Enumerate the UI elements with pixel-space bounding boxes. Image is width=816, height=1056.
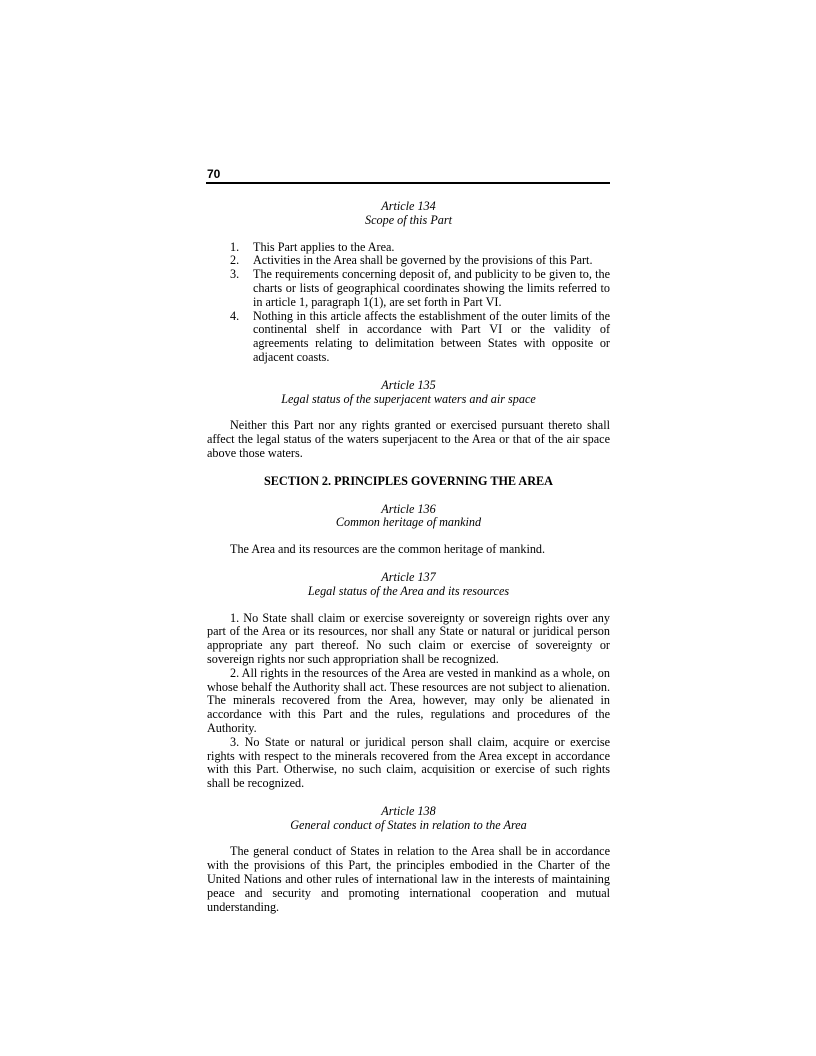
article-number: Article 137 — [381, 569, 436, 584]
article-number: Article 138 — [381, 803, 436, 818]
item-text: This Part applies to the Area. — [253, 239, 395, 254]
item-text: Nothing in this article affects the establishment of the outer limits of the continental shelf in accordance with Part VI or the validity of agreements relating to delimitation between States with opposite or adjacent coasts. — [253, 308, 610, 364]
item-number: 1. — [230, 239, 240, 254]
page-number: 70 — [207, 167, 221, 181]
article-137-paragraph-3: 3. No State or natural or juridical person shall claim, acquire or exercise rights with respect to the minerals recovered from the Area except in accordance with this Part. Otherwise, no such claim, acquisition or exercise of such rights shall be recognized. — [207, 734, 610, 791]
article-number: Article 135 — [381, 377, 436, 392]
article-137-paragraph-1: 1. No State shall claim or exercise sovereignty or sovereign rights over any part of the Area or its resources, nor shall any State or natural or juridical person appropriate any part thereof. No such claim or exercise of sovereignty or sovereign rights nor such appropriation shall be recognized. — [207, 610, 610, 666]
article-number: Article 136 — [381, 501, 436, 516]
list-item — [207, 254, 610, 268]
article-title: General conduct of States in relation to the Area — [290, 817, 527, 832]
article-136-text: The Area and its resources are the common heritage of mankind. — [230, 542, 546, 557]
article-135-text: Neither this Part nor any rights granted or exercised pursuant thereto shall affect the legal status of the waters superjacent to the Area or that of the air space above those waters. — [207, 418, 610, 460]
list-item — [207, 310, 610, 365]
item-number: 3. — [230, 267, 240, 282]
article-134-heading — [207, 200, 610, 228]
article-134-list — [207, 241, 610, 365]
item-number: 2. — [230, 253, 240, 268]
article-136-heading — [207, 503, 610, 531]
article-title: Legal status of the Area and its resources — [307, 583, 510, 598]
article-137-heading — [207, 571, 610, 599]
list-item — [207, 241, 610, 255]
header-rule — [206, 182, 610, 184]
section-title: SECTION 2. PRINCIPLES GOVERNING THE AREA — [264, 473, 553, 488]
article-138-text: The general conduct of States in relation to the Area shall be in accordance with the provisions of this Part, the principles embodied in the Charter of the United Nations and other rules of international law in the interests of maintaining peace and security and promoting international cooperation and mutual understanding. — [207, 844, 610, 914]
document-body — [207, 200, 610, 914]
article-title: Legal status of the superjacent waters and air space — [281, 391, 536, 406]
article-135-heading — [207, 379, 610, 407]
article-138-heading — [207, 805, 610, 833]
list-item — [207, 268, 610, 309]
item-number: 4. — [230, 308, 240, 323]
article-title: Scope of this Part — [365, 212, 452, 227]
item-text: Activities in the Area shall be governed by the provisions of this Part. — [253, 253, 593, 268]
item-text: The requirements concerning deposit of, and publicity to be given to, the charts or lists of geographical coordinates showing the limits referred to in article 1, paragraph 1(1), are set forth in Part VI. — [253, 267, 610, 309]
article-137-paragraph-2: 2. All rights in the resources of the Area are vested in mankind as a whole, on whose behalf the Authority shall act. These resources are not subject to alienation. The minerals recovered from the Area, however, may only be alienated in accordance with this Part and the rules, regulations and procedures of the Authority. — [207, 665, 610, 735]
article-number: Article 134 — [381, 199, 436, 213]
article-title: Common heritage of mankind — [335, 515, 482, 530]
